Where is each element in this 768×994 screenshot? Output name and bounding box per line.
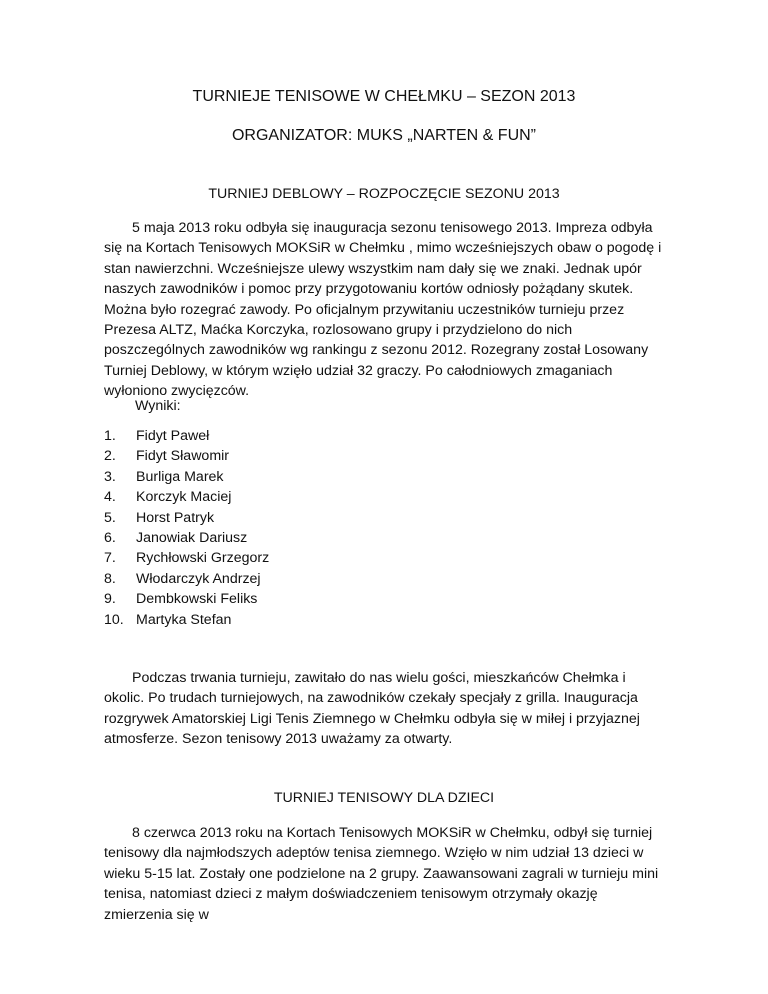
list-item xyxy=(104,426,269,446)
section-heading-doubles: TURNIEJ DEBLOWY – ROZPOCZĘCIE SEZONU 2013 xyxy=(208,186,560,202)
player-name: Martyka Stefan xyxy=(136,611,232,628)
document-title: TURNIEJE TENISOWE W CHEŁMKU – SEZON 2013 xyxy=(192,88,576,105)
player-name: Rychłowski Grzegorz xyxy=(136,550,270,567)
list-item-number: 1. xyxy=(104,428,116,444)
player-name: Horst Patryk xyxy=(136,509,215,526)
player-name: Dembkowski Feliks xyxy=(136,591,258,608)
player-name: Fidyt Sławomir xyxy=(136,448,230,465)
list-item xyxy=(104,528,269,548)
list-item xyxy=(104,508,269,528)
list-item-number: 8. xyxy=(104,570,116,587)
list-item xyxy=(104,548,269,568)
player-name: Włodarczyk Andrzej xyxy=(136,570,261,587)
list-item xyxy=(104,569,269,589)
list-item-number: 5. xyxy=(104,509,116,526)
list-item-number: 9. xyxy=(104,591,116,608)
player-name: Korczyk Maciej xyxy=(136,489,232,506)
doubles-paragraph: 5 maja 2013 roku odbyła się inauguracja sezonu tenisowego 2013. Impreza odbyła się na Kortach Tenisowych MOKSiR w Chełmku , mimo wcześniejszych obaw o pogodę i stan nawierzchni. Wcześniejsze ulewy wszystkim nam dały się we znaki. Jednak upór naszych zawodników i pomoc przy przygotowaniu kortów odniosły pożądany skutek. Można było rozegrać zawody. Po oficjalnym przywitaniu uczestników turnieju przez Prezesa ALTZ, Maćka Korczyka, rozlosowano grupy i przydzielono do nich poszczególnych zawodników wg rankingu z sezonu 2012. Rozegrany został Losowany Turniej Deblowy, w którym wzięło udział 32 graczy. Po całodniowych zmaganiach wyłoniono zwycięzców. xyxy=(104,220,662,400)
list-item xyxy=(104,467,269,487)
organizer-line: ORGANIZATOR: MUKS „NARTEN & FUN” xyxy=(231,127,536,144)
player-name: Fidyt Paweł xyxy=(136,428,210,444)
list-item xyxy=(104,446,269,466)
list-item-number: 4. xyxy=(104,489,116,506)
results-list xyxy=(104,426,269,630)
list-item-number: 7. xyxy=(104,550,116,567)
section-heading-kids: TURNIEJ TENISOWY DLA DZIECI xyxy=(273,790,495,806)
list-item-number: 6. xyxy=(104,529,116,546)
list-item xyxy=(104,589,269,609)
kids-paragraph: 8 czerwca 2013 roku na Kortach Tenisowych MOKSiR w Chełmku, odbył się turniej tenisowy dla najmłodszych adeptów tenisa ziemnego. Wzięło w nim udział 13 dzieci w wieku 5-15 lat. Zostały one podzielone na 2 grupy. Zaawansowani zagrali w turnieju mini tenisa, natomiast dzieci z małym doświadczeniem tenisowym otrzymały okazję zmierzenia się w xyxy=(104,825,659,923)
list-item-number: 2. xyxy=(104,448,116,465)
results-label: Wyniki: xyxy=(135,398,181,414)
closing-paragraph: Podczas trwania turnieju, zawitało do nas wielu gości, mieszkańców Chełmka i okolic. Po trudach turniejowych, na zawodników czekały specjały z grilla. Inauguracja rozgrywek Amatorskiej Ligi Tenis Ziemnego w Chełmku odbyła się w miłej i przyjaznej atmosferze. Sezon tenisowy 2013 uważamy za otwarty. xyxy=(104,670,640,748)
list-item xyxy=(104,487,269,507)
list-item-number: 10. xyxy=(104,611,124,628)
player-name: Burliga Marek xyxy=(136,468,224,485)
list-item xyxy=(104,610,269,630)
player-name: Janowiak Dariusz xyxy=(136,529,248,546)
list-item-number: 3. xyxy=(104,468,116,485)
